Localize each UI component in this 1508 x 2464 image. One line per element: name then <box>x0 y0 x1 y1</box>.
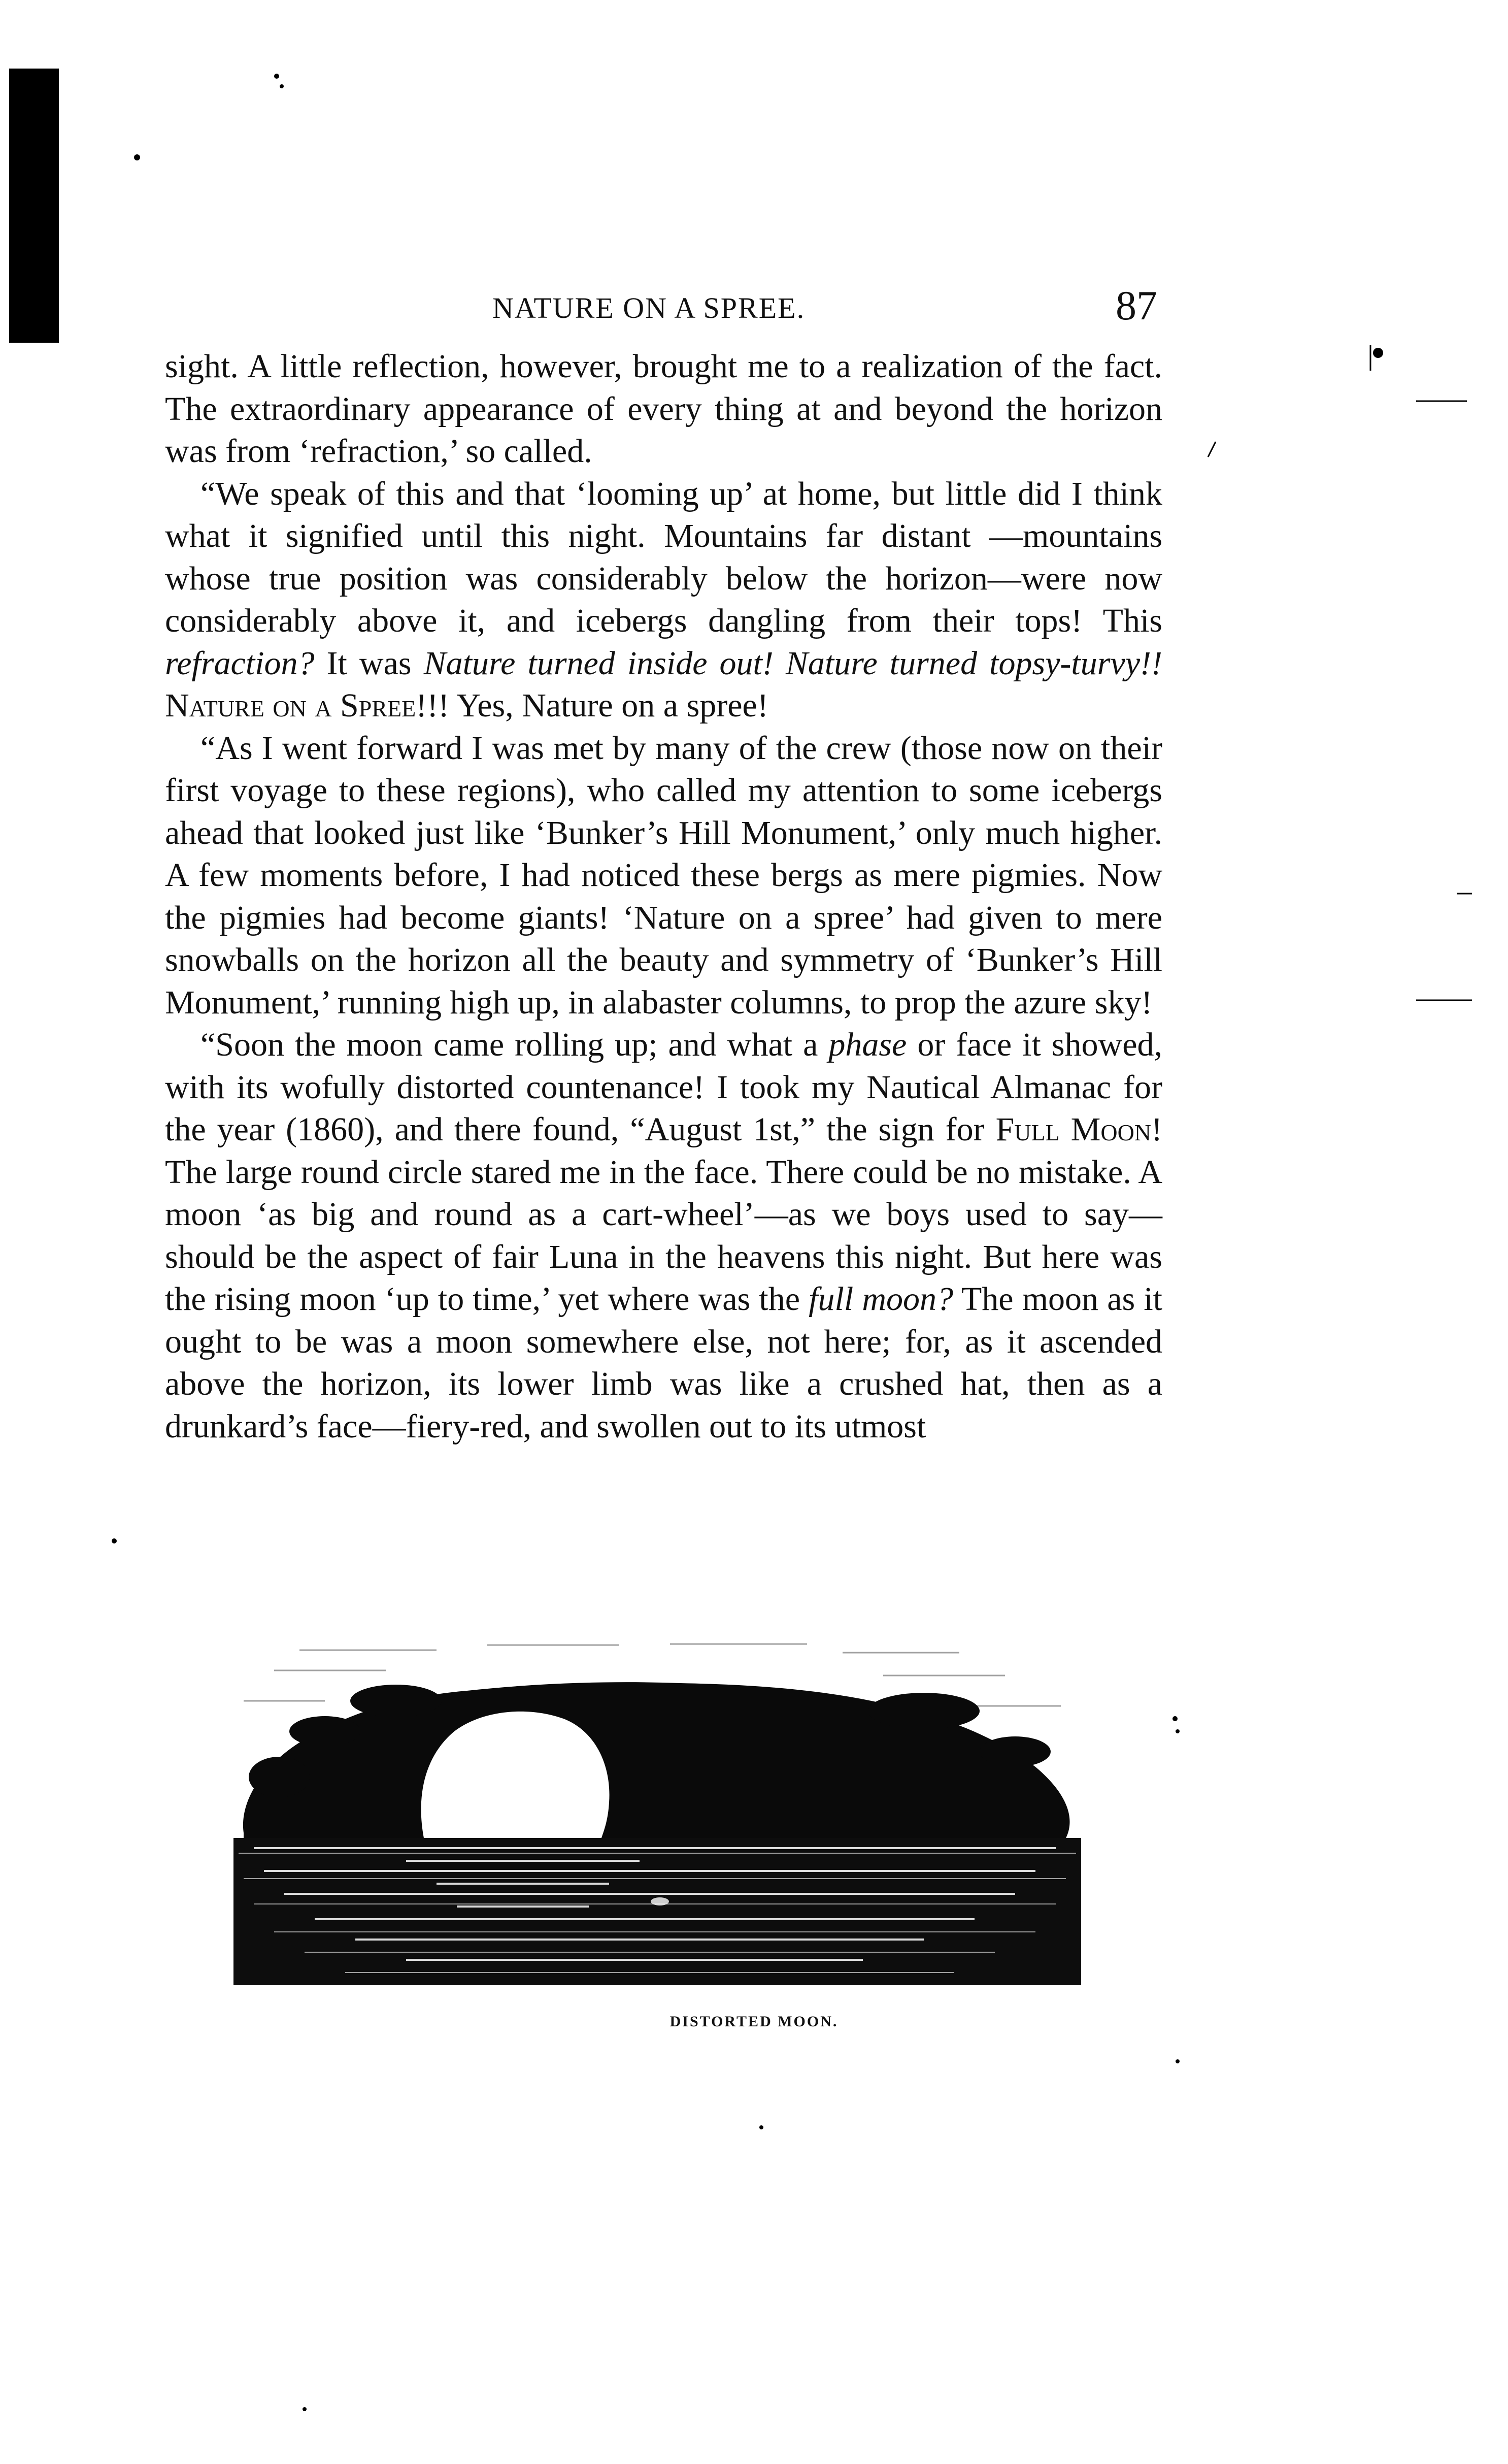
paragraph-4-italic-phase: phase <box>828 1026 907 1063</box>
paragraph-2-text-a: “We speak of this and that ‘looming up’ at home, but little did I think what it signified until this night. Mountains far distant —mountains whose true position was considerably below the horizon—were now considerably above it, and icebergs dangling from their tops! This <box>165 475 1162 639</box>
running-head: NATURE ON A SPREE. <box>492 291 806 324</box>
paragraph-2-text-g: !!! Yes, Nature on a spree! <box>416 687 768 724</box>
paragraph-3: “As I went forward I was met by many of the crew (those now on their first voyage to these regions), who called my attention to some icebergs ahead that looked just like ‘Bunker’s Hill Monument,’ only much higher. A few moments before, I had noticed these bergs as mere pigmies. Now the pigmies had become giants! ‘Nature on a spree’ had given to mere snowballs on the horizon all the beauty and symmetry of ‘Bunker’s Hill Monument,’ running high up, in alabaster columns, to prop the azure sky! <box>165 729 1162 1021</box>
paragraph-4-text-c: or face it showed, with its wofully distorted countenance! I took my Nautical Almanac for the year (1860), and there found, “August 1st,” the sign for <box>165 1026 1162 1148</box>
paragraph-4-text-e: ! The large round circle stared me in the face. There could be no mistake. A moon ‘as big and round as a cart-wheel’—as we boys used to say—should be the aspect of fair Luna in the heavens this night. But here was the rising moon ‘up to time,’ yet where was the <box>165 1111 1162 1318</box>
paragraph-2-italic-refraction: refraction? <box>165 644 315 682</box>
paragraph-4-text-a: “Soon the moon came rolling up; and what a <box>200 1026 829 1063</box>
paragraph-4-smallcaps: Full Moon <box>995 1111 1152 1148</box>
paragraph-4-text-g: The moon as it ought to be was a moon somewhere else, not here; for, as it ascended above the horizon, its lower limb was like a crushed hat, then as a drunkard’s face—fiery-red, and swollen out to its utmost <box>165 1280 1162 1445</box>
paragraph-2-text-c: It was <box>314 644 424 682</box>
illustration-caption: DISTORTED MOON. <box>669 2013 839 2030</box>
paragraph-4-italic-full-moon: full moon? <box>809 1280 953 1318</box>
paragraph-2-smallcaps: Nature on a Spree <box>165 687 416 724</box>
page-number: 87 <box>1116 282 1157 328</box>
paragraph-2-italic-nature: Nature turned inside out! Nature turned topsy-turvy!! <box>423 644 1162 682</box>
paragraph-1: sight. A little reflection, however, brought me to a realization of the fact. The extraordinary appearance of every thing at and beyond the horizon was from ‘refraction,’ so called. <box>165 348 1162 470</box>
